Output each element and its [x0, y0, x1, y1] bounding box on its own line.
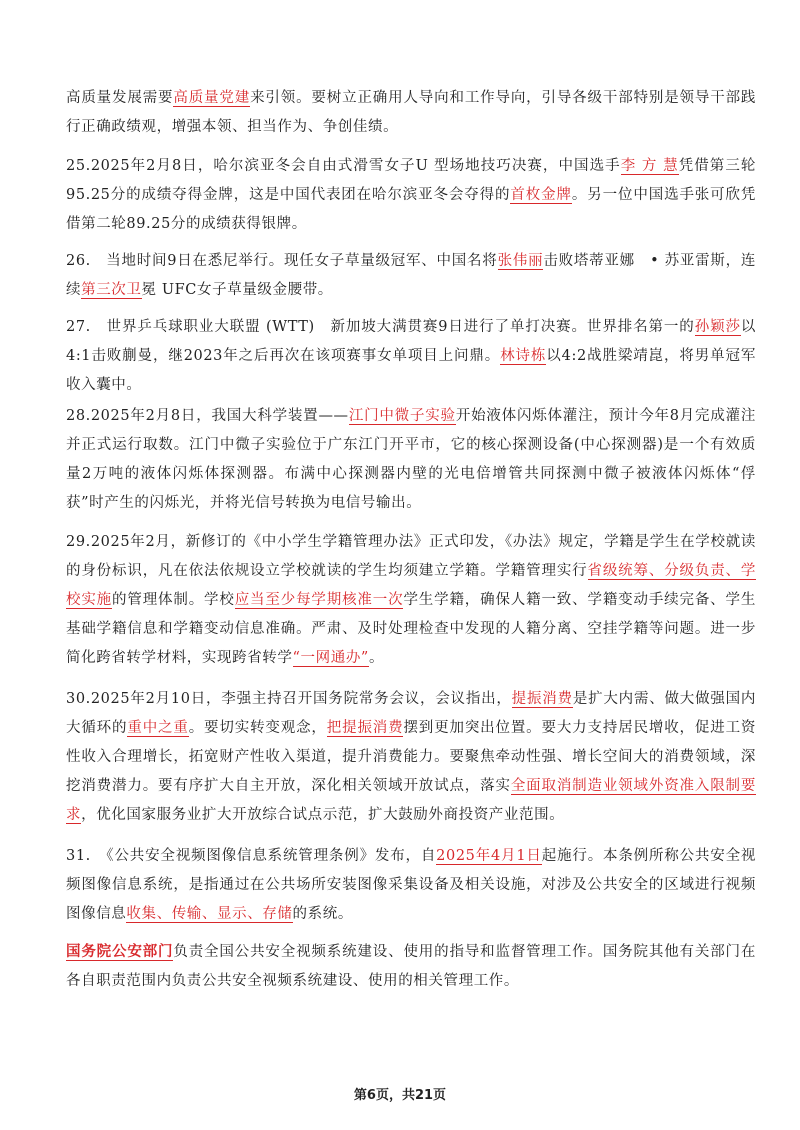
paragraph-30 — [66, 685, 756, 830]
paragraph-text: 凭借第三轮95.25分的成绩夺得金牌，这是中国代表团在哈尔滨亚冬会夺得的 — [66, 158, 756, 203]
highlighted-term: 把提振消费 — [326, 720, 404, 736]
paragraph-text: 的管理体制。学校 — [112, 592, 235, 608]
paragraph-text: 摆到更加突出位置。要大力支持居民增收，促进工资性收入合理增长，拓宽财产性收入渠道，提升消费能力。要聚焦牵动性强、增长空间大的消费领域，深挖消费潜力。要有序扩大自主开放，深化相关领域开放试点，落实 — [66, 720, 757, 794]
paragraph-29 — [66, 528, 756, 673]
highlighted-term: 高质量党建 — [173, 90, 251, 106]
paragraph-text: 学生学籍，确保人籍一致、学籍变动手续完备、学生基础学籍信息和学籍变动信息准确。严肃、及时处理检查中发现的人籍分离、空挂学籍等问题。进一步简化跨省转学材料，实现跨省转学 — [66, 592, 756, 666]
paragraph-text: 25.2025年2月8日，哈尔滨亚冬会自由式滑雪女子U 型场地技巧决赛，中国选手 — [66, 158, 621, 174]
highlighted-term: 江门中微子实验 — [348, 408, 456, 424]
paragraph-27 — [66, 313, 756, 400]
paragraph-public-security — [66, 937, 756, 996]
highlighted-term: 李 方 慧 — [620, 158, 679, 174]
paragraph-text: 是扩大内需、做大做强国内大循环的 — [66, 691, 757, 736]
paragraph-text: ，优化国家服务业扩大开放综合试点示范，扩大鼓励外商投资产业范围。 — [81, 807, 565, 823]
paragraph-26 — [66, 247, 756, 305]
highlighted-term: 应当至少每学期核准一次 — [234, 592, 404, 608]
highlighted-term: 张伟丽 — [497, 253, 544, 269]
paragraph-31 — [66, 842, 756, 929]
paragraph-text: 。另一位中国选手张可欣凭借第二轮89.25分的成绩获得银牌。 — [66, 187, 757, 232]
highlighted-term: 收集、传输、显示、存储 — [126, 906, 293, 922]
paragraph-25 — [66, 152, 756, 239]
paragraph-text: 的系统。 — [292, 906, 353, 922]
highlighted-term: 首枚金牌 — [510, 187, 572, 203]
highlighted-term: 2025年4月1日 — [436, 848, 542, 864]
paragraph-text: 27. 世界乒乓球职业大联盟 (WTT) 新加坡大满贯赛9日进行了单打决赛。世界排名第一的 — [66, 319, 695, 335]
highlighted-term: “一网通办” — [292, 650, 369, 666]
highlighted-term: 全面取消制造业领域外资准入限制要求 — [66, 778, 756, 823]
paragraph-leadership — [66, 84, 756, 142]
paragraph-text: 26. 当地时间9日在悉尼举行。现任女子草量级冠军、中国名将 — [66, 253, 498, 269]
highlighted-term: 提振消费 — [511, 691, 573, 707]
paragraph-text: 以4:1击败蒯曼，继2023年之后再次在该项赛事女单项目上问鼎。 — [66, 319, 756, 364]
highlighted-term: 孙颖莎 — [694, 319, 741, 335]
paragraph-text: 以4:2战胜梁靖崑，将男单冠军收入囊中。 — [66, 348, 756, 393]
paragraph-text: 负责全国公共安全视频系统建设、使用的指导和监督管理工作。国务院其他有关部门在各自职责范围内负责公共安全视频系统建设、使用的相关管理工作。 — [66, 944, 757, 989]
paragraph-28 — [66, 402, 756, 518]
paragraph-text: 。要切实转变观念， — [188, 720, 327, 736]
paragraph-text: 30.2025年2月10日，李强主持召开国务院常务会议，会议指出， — [66, 691, 512, 707]
paragraph-text: 31. 《公共安全视频图像信息系统管理条例》发布，自 — [66, 848, 437, 864]
paragraph-text: 。 — [368, 650, 385, 666]
paragraph-text: 起施行。本条例所称公共安全视频图像信息系统，是指通过在公共场所安装图像采集设备及相关设施，对涉及公共安全的区域进行视频图像信息 — [66, 848, 756, 922]
highlighted-term: 重中之重 — [127, 720, 189, 736]
paragraph-text: 来引领。要树立正确用人导向和工作导向，引导各级干部特别是领导干部践行正确政绩观，增强本领、担当作为、争创佳绩。 — [66, 90, 757, 135]
highlighted-term: 国务院公安部门 — [66, 943, 174, 960]
paragraph-text: 29.2025年2月，新修订的《中小学生学籍管理办法》正式印发，《办法》规定，学籍是学生在学校就读的身份标识，凡在依法依规设立学校就读的学生均须建立学籍。学籍管理实行 — [66, 534, 756, 579]
highlighted-term: 林诗栋 — [500, 348, 547, 364]
paragraph-text: 28.2025年2月8日，我国大科学装置—— — [66, 408, 349, 424]
highlighted-term: 省级统筹、分级负责、学校实施 — [66, 563, 756, 608]
paragraph-text: 击败塔蒂亚娜 • 苏亚雷斯，连续 — [66, 253, 756, 298]
paragraph-text: 开始液体闪烁体灌注，预计今年8月完成灌注并正式运行取数。江门中微子实验位于广东江门开平市，它的核心探测设备(中心探测器)是一个有效质量2万吨的液体闪烁体探测器。布满中心探测器内壁的光电倍增管共同探测中微子被液体闪烁体“俘获”时产生的闪烁光，并将光信号转换为电信号输出。 — [66, 408, 756, 511]
paragraph-text: 冕 UFC女子草量级金腰带。 — [141, 282, 333, 298]
highlighted-term: 第三次卫 — [81, 282, 142, 298]
paragraph-text: 高质量发展需要 — [66, 90, 174, 106]
page-number-footer: 第6页，共21页 — [353, 1088, 447, 1103]
